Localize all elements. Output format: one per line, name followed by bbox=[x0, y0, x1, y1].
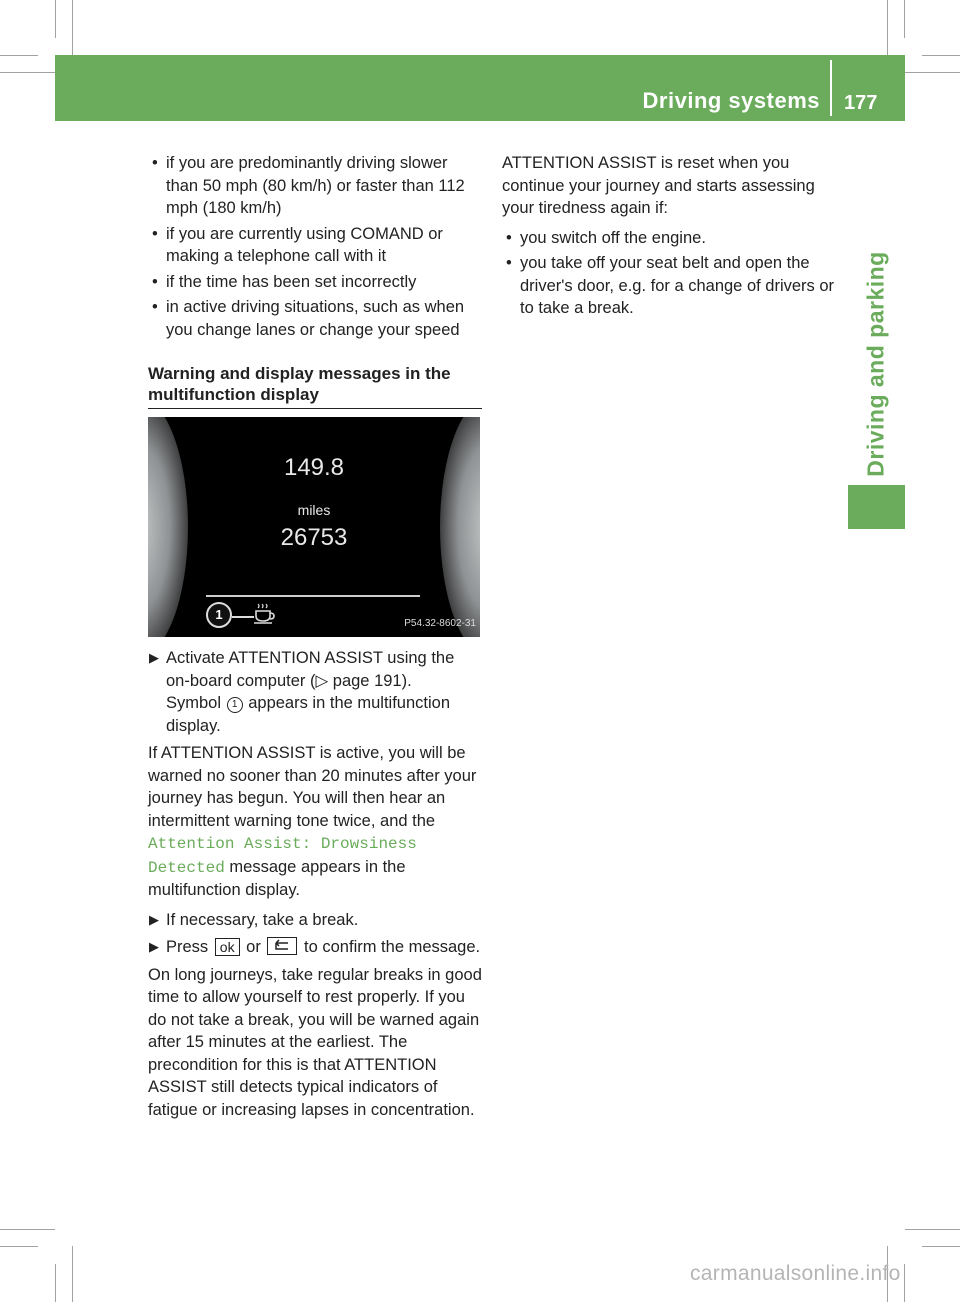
display-value-odometer: 26753 bbox=[280, 524, 348, 551]
crop-mark bbox=[72, 1246, 73, 1302]
back-key-icon bbox=[267, 937, 297, 955]
coffee-cup-icon bbox=[252, 601, 278, 627]
paragraph: ATTENTION ASSIST is reset when you continue your journey and starts assessing your tiredness again if: bbox=[502, 154, 815, 217]
ok-key-icon: ok bbox=[215, 938, 240, 956]
crop-mark bbox=[905, 1229, 960, 1230]
crop-mark bbox=[0, 1229, 55, 1230]
crop-mark bbox=[55, 1264, 56, 1302]
crop-mark bbox=[922, 55, 960, 56]
list-item: • if the time has been set incorrectly bbox=[152, 272, 417, 291]
section-heading: Warning and display messages in the multifunction display bbox=[148, 363, 482, 409]
crop-mark bbox=[905, 72, 960, 73]
page-number: 177 bbox=[844, 92, 878, 114]
header-divider bbox=[830, 60, 832, 116]
crop-mark bbox=[0, 1246, 38, 1247]
crop-mark bbox=[922, 1246, 960, 1247]
section-title: Driving systems bbox=[642, 88, 820, 113]
callout-symbol-icon: 1 bbox=[227, 697, 243, 713]
list-item: • in active driving situations, such as when you change lanes or change your speed bbox=[152, 298, 465, 339]
display-value-trip: 149.8 bbox=[283, 454, 345, 481]
arrow-icon: ▶ bbox=[149, 650, 159, 665]
list-item: • you switch off the engine. bbox=[506, 228, 706, 247]
callout-line bbox=[232, 616, 254, 618]
page-ref-link[interactable]: page 191 bbox=[332, 671, 402, 690]
crop-mark bbox=[72, 0, 73, 55]
figure-reference: P54.32-8602-31 bbox=[404, 617, 476, 629]
list-item: • you take off your seat belt and open the driver's door, e.g. for a change of drivers or to take a break. bbox=[506, 254, 835, 317]
crop-mark bbox=[55, 0, 56, 38]
list-item: • if you are predominantly driving slower than 50 mph (80 km/h) or faster than 112 mph (180 km/h) bbox=[152, 154, 465, 217]
chapter-tab-marker bbox=[848, 485, 905, 529]
arrow-icon: ▶ bbox=[149, 939, 159, 954]
instruction-step: ▶ If necessary, take a break. bbox=[148, 909, 482, 932]
instruction-step: ▶ Activate ATTENTION ASSIST using the on-board computer (▷ page 191). Symbol 1 appears in the multifunction display. bbox=[149, 649, 455, 735]
left-column bbox=[148, 152, 482, 1128]
display-unit: miles bbox=[297, 502, 331, 518]
paragraph: If ATTENTION ASSIST is active, you will be warned no sooner than 20 minutes after your journey has begun. You will then hear an intermittent warning tone twice, and the Attention Assist: Drowsiness Detected message appears in the multifunction display. bbox=[148, 744, 477, 899]
crop-mark bbox=[887, 0, 888, 55]
crop-mark bbox=[904, 1264, 905, 1302]
crop-mark bbox=[0, 55, 38, 56]
right-column bbox=[502, 152, 840, 323]
display-message-text: Attention Assist: Drowsiness Detected bbox=[148, 835, 417, 877]
paragraph: On long journeys, take regular breaks in good time to allow yourself to rest properly. If you do not take a break, you will be warned again after 15 minutes at the earliest. The precondition for this is that ATTENTION ASSIST still detects typical indicators of fatigue or increasing lapses in concentration. bbox=[148, 965, 482, 1119]
display-divider bbox=[206, 595, 420, 597]
list-item: • if you are currently using COMAND or making a telephone call with it bbox=[152, 224, 443, 265]
watermark: carmanualsonline.info bbox=[690, 1262, 901, 1285]
page-ref-arrow-icon: ▷ bbox=[315, 671, 333, 690]
arrow-icon: ▶ bbox=[149, 911, 159, 927]
crop-mark bbox=[904, 0, 905, 38]
callout-marker: 1 bbox=[206, 602, 232, 628]
instruction-step: ▶ Press ok or to confirm the message. bbox=[148, 936, 482, 959]
crop-mark bbox=[0, 72, 55, 73]
chapter-tab-label: Driving and parking bbox=[862, 251, 889, 477]
multifunction-display-figure bbox=[148, 417, 480, 637]
